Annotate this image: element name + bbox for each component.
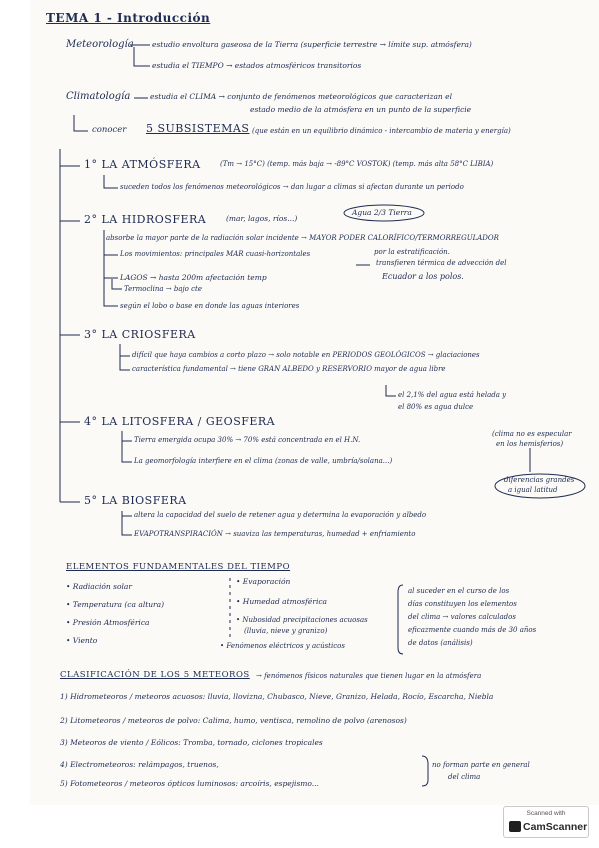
subsistemas-heading: 5 SUBSISTEMAS — [146, 122, 250, 135]
criosfera-line-1: difícil que haya cambios a corto plazo → solo notable en PERIODOS GEOLÓGICOS → glaciaciones — [132, 351, 480, 359]
clasificacion-bracket-note-1: no forman parte en general — [432, 761, 530, 769]
hidrosfera-line-4: según el lobo o base en donde las aguas interiores — [120, 302, 300, 310]
atmosfera-heading: 1° LA ATMÓSFERA — [84, 158, 201, 171]
criosfera-line-2: característica fundamental → tiene GRAN ALBEDO y RESERVORIO mayor de agua libre — [132, 365, 446, 373]
camscanner-watermark — [503, 806, 589, 838]
elementos-left-1: • Radiación solar — [66, 582, 132, 591]
elementos-right-2: días constituyen los elementos — [408, 600, 517, 608]
meteorologia-line-1: estudio envoltura gaseosa de la Tierra (superficie terrestre → límite sup. atmósfera) — [152, 40, 472, 49]
clasificacion-note: → fenómenos físicos naturales que tienen lugar en la atmósfera — [256, 672, 482, 680]
elementos-left-3: • Presión Atmosférica — [66, 618, 150, 627]
camscanner-logo-icon — [509, 821, 521, 832]
elementos-right-1: al suceder en el curso de los — [408, 587, 510, 595]
clasificacion-heading: CLASIFICACIÓN DE LOS 5 METEOROS — [60, 670, 250, 680]
elementos-left-2: • Temperatura (ca altura) — [66, 600, 165, 609]
biosfera-line-2: EVAPOTRANSPIRACIÓN → suaviza las temperaturas, humedad + enfriamiento — [134, 530, 416, 538]
elementos-mid-1: • Evaporación — [236, 577, 291, 586]
litosfera-oval-line-1: diferencias grandes — [504, 476, 575, 484]
elementos-right-3: del clima → valores calculados — [408, 613, 516, 621]
page-title: TEMA 1 - Introducción — [46, 11, 211, 25]
hidrosfera-detail: (mar, lagos, ríos...) — [226, 214, 298, 223]
hidrosfera-line-3b: Ecuador a los polos. — [382, 272, 464, 281]
meteorologia-line-2: estudia el TIEMPO → estados atmosféricos transitorios — [152, 61, 362, 70]
clasificacion-item-2: 2) Litometeoros / meteoros de polvo: Calima, humo, ventisca, remolino de polvo (arenosos) — [60, 716, 407, 725]
elementos-right-4: eficazmente cuando más de 30 años — [408, 626, 537, 634]
clasificacion-item-3: 3) Meteoros de viento / Eólicos: Tromba, tornado, ciclones tropicales — [60, 738, 323, 747]
hidrosfera-termoclina: Termoclina → bajo cte — [124, 285, 203, 293]
hidrosfera-line-1: absorbe la mayor parte de la radiación solar incidente → MAYOR PODER CALORÍFICO/TERMORREGULADOR — [106, 234, 499, 242]
elementos-mid-4: (lluvia, nieve y granizo) — [244, 627, 328, 635]
clasificacion-bracket-note-2: del clima — [448, 773, 481, 781]
watermark-caption: Scanned with — [526, 810, 566, 817]
meteorologia-term: Meteorología — [66, 39, 134, 50]
handwritten-notes-page — [30, 0, 599, 805]
litosfera-line-1: Tierra emergida ocupa 30% → 70% está concentrada en el H.N. — [134, 436, 361, 444]
biosfera-line-1: altera la capacidad del suelo de retener agua y determina la evaporación y albedo — [134, 511, 427, 519]
climatologia-line-1: estudia el CLIMA → conjunto de fenómenos meteorológicos que caracterizan el — [150, 92, 452, 101]
atmosfera-detail: (Tm → 15°C) (temp. más baja → -89°C VOSTOK) (temp. más alta 58°C LIBIA) — [220, 160, 494, 168]
hidrosfera-line-2b: por la estratificación. — [374, 248, 450, 256]
biosfera-heading: 5° LA BIOSFERA — [84, 494, 187, 507]
litosfera-heading: 4° LA LITOSFERA / GEOSFERA — [84, 415, 276, 428]
hidrosfera-heading: 2° LA HIDROSFERA — [84, 213, 207, 226]
criosfera-line-3: el 2,1% del agua está helada y — [398, 391, 507, 399]
atmosfera-line-1: suceden todos los fenómenos meteorológicos → dan lugar a climas si afectan durante un periodo — [120, 183, 464, 191]
litosfera-note-1: (clima no es especular — [492, 430, 572, 438]
subsistemas-lead: conocer — [92, 125, 127, 135]
clasificacion-item-5: 5) Fotometeoros / meteoros ópticos luminosos: arcoíris, espejismo... — [60, 779, 319, 788]
elementos-right-5: de datos (análisis) — [408, 639, 473, 647]
climatologia-term: Climatología — [66, 91, 131, 102]
hidrosfera-oval-label: Agua 2/3 Tierra — [352, 208, 412, 217]
elementos-mid-5: • Fenómenos eléctricos y acústicos — [220, 642, 345, 650]
clasificacion-item-1: 1) Hidrometeoros / meteoros acuosos: lluvia, llovizna, Chubasco, Nieve, Granizo, Helada, Rocío, Escarcha, Niebla — [60, 692, 494, 701]
elementos-mid-3: • Nubosidad precipitaciones acuosas — [236, 616, 368, 624]
climatologia-line-2: estado medio de la atmósfera en un punto de la superficie — [250, 105, 472, 114]
criosfera-heading: 3° LA CRIOSFERA — [84, 328, 196, 341]
criosfera-line-4: el 80% es agua dulce — [398, 403, 474, 411]
hidrosfera-line-2: Los movimientos: principales MAR cuasi-horizontales — [120, 250, 311, 258]
litosfera-oval-line-2: a igual latitud — [508, 486, 558, 494]
litosfera-note-2: en los hemisferios) — [496, 440, 564, 448]
watermark-brand: CamScanner — [523, 821, 588, 833]
hidrosfera-line-3: transfieren térmica de advección del — [376, 259, 507, 267]
connector-lines — [30, 0, 599, 805]
subsistemas-note: (que están en un equilibrio dinámico - intercambio de materia y energía) — [252, 127, 511, 135]
elementos-left-4: • Viento — [66, 636, 98, 645]
elementos-heading: ELEMENTOS FUNDAMENTALES DEL TIEMPO — [66, 562, 291, 572]
hidrosfera-lagos: LAGOS → hasta 200m afectación temp — [120, 273, 267, 282]
clasificacion-item-4: 4) Electrometeoros: relámpagos, truenos, — [60, 760, 219, 769]
litosfera-line-2: La geomorfología interfiere en el clima (zonas de valle, umbría/solana...) — [134, 457, 393, 465]
elementos-mid-2: • Humedad atmosférica — [236, 597, 328, 606]
